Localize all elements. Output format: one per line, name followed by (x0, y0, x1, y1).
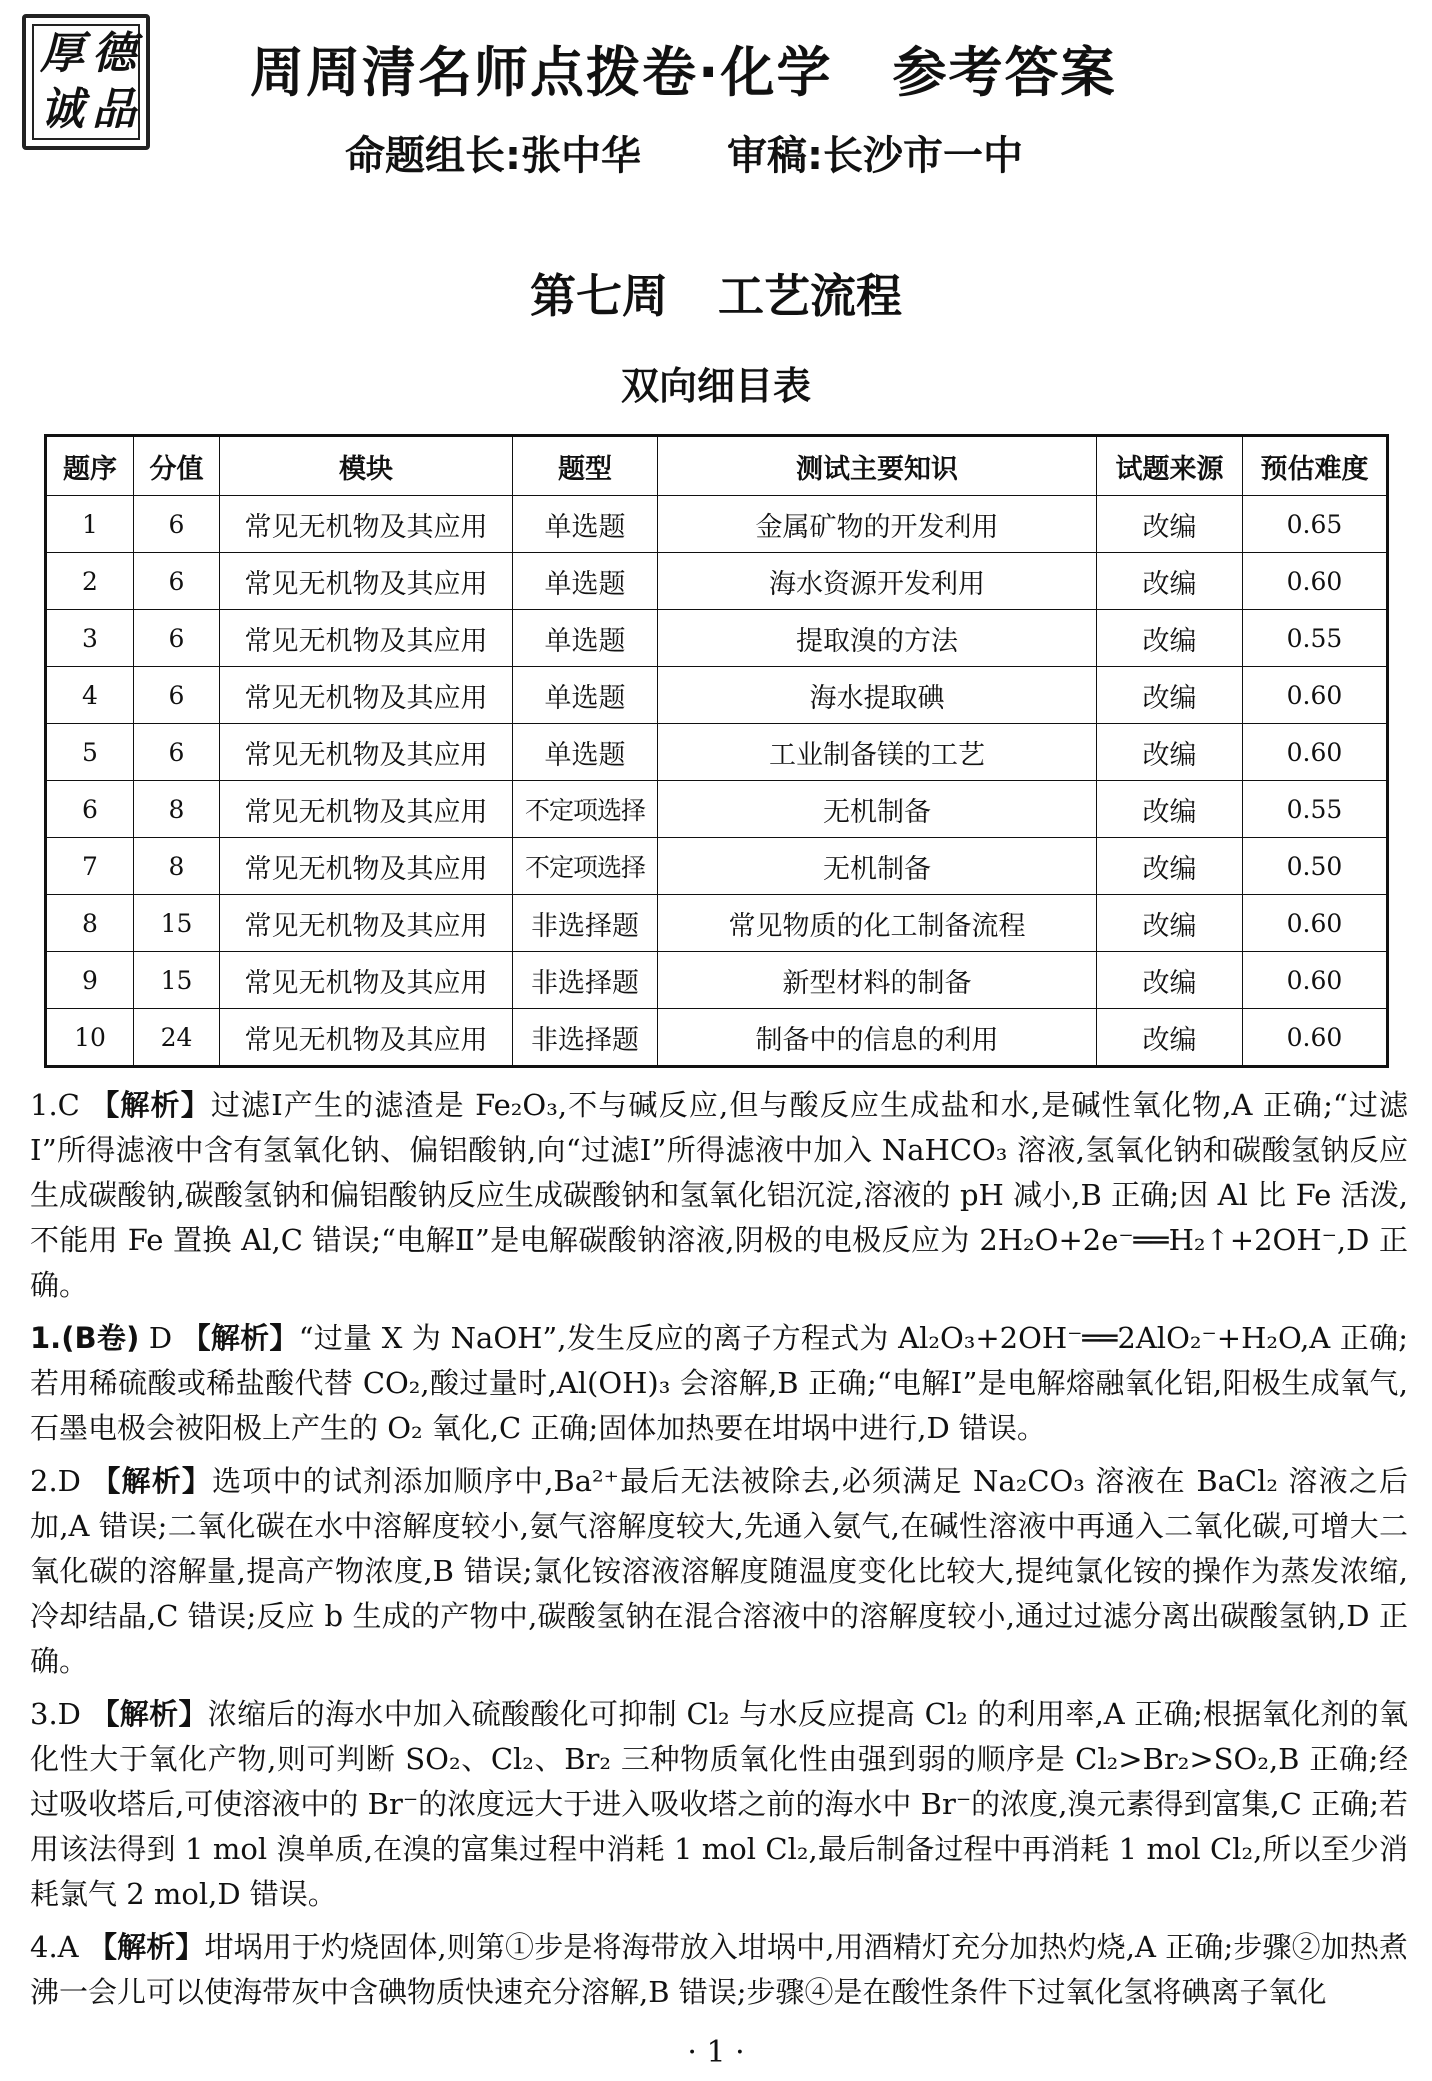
answer-item (30, 1316, 1408, 1451)
table-row (46, 781, 1388, 838)
table-cell: 0.60 (1243, 895, 1388, 952)
table-cell: 常见无机物及其应用 (220, 1009, 513, 1067)
logo-seal (22, 14, 150, 150)
table-cell: 常见无机物及其应用 (220, 553, 513, 610)
table-cell: 8 (134, 781, 220, 838)
table-row (46, 838, 1388, 895)
page-title (250, 30, 1117, 107)
answer-item (30, 1083, 1408, 1308)
table-cell: 常见无机物及其应用 (220, 895, 513, 952)
table-row (46, 553, 1388, 610)
table-cell: 15 (134, 895, 220, 952)
table-header-row (46, 436, 1388, 496)
table-row (46, 610, 1388, 667)
table-cell: 2 (46, 553, 134, 610)
table-cell: 常见物质的化工制备流程 (658, 895, 1097, 952)
table-row (46, 1009, 1388, 1067)
table-cell: 常见无机物及其应用 (220, 724, 513, 781)
table-cell: 单选题 (513, 667, 658, 724)
table-cell: 改编 (1097, 952, 1243, 1009)
table-cell: 单选题 (513, 724, 658, 781)
table-cell: 改编 (1097, 667, 1243, 724)
column-header: 题序 (46, 436, 134, 496)
table-cell: 4 (46, 667, 134, 724)
week-topic: 工艺流程 (718, 269, 902, 323)
table-cell: 改编 (1097, 895, 1243, 952)
table-cell: 常见无机物及其应用 (220, 781, 513, 838)
answer-explanations (30, 1083, 1408, 2023)
seal-char: 厚 (40, 28, 84, 79)
table-row (46, 895, 1388, 952)
table-cell: 6 (134, 610, 220, 667)
table-cell: 0.65 (1243, 496, 1388, 553)
leader-text: 命题组长:张中华 (345, 133, 641, 179)
table-cell: 24 (134, 1009, 220, 1067)
answer-text: 坩埚用于灼烧固体,则第①步是将海带放入坩埚中,用酒精灯充分加热灼烧,A 正确;步骤②加热煮沸一会儿可以使海带灰中含碘物质快速充分溶解,B 错误;步骤④是在酸性条件下过氧化氢将碘离子氧化 (30, 1930, 1408, 2009)
table-cell: 6 (134, 724, 220, 781)
table-cell: 常见无机物及其应用 (220, 838, 513, 895)
answer-item (30, 1925, 1408, 2015)
table-cell: 单选题 (513, 553, 658, 610)
table-cell: 无机制备 (658, 838, 1097, 895)
table-cell: 海水提取碘 (658, 667, 1097, 724)
table-cell: 10 (46, 1009, 134, 1067)
table-cell: 新型材料的制备 (658, 952, 1097, 1009)
table-cell: 改编 (1097, 1009, 1243, 1067)
column-header: 分值 (134, 436, 220, 496)
table-cell: 7 (46, 838, 134, 895)
table-title: 双向细目表 (620, 364, 811, 408)
table-cell: 8 (134, 838, 220, 895)
column-header: 题型 (513, 436, 658, 496)
table-cell: 0.55 (1243, 781, 1388, 838)
answer-item (30, 1459, 1408, 1684)
paper-title: 周周清名师点拨卷·化学 (250, 41, 833, 104)
table-cell: 工业制备镁的工艺 (658, 724, 1097, 781)
column-header: 试题来源 (1097, 436, 1243, 496)
table-cell: 0.50 (1243, 838, 1388, 895)
table-cell: 海水资源开发利用 (658, 553, 1097, 610)
answer-number: 2.D (30, 1464, 81, 1498)
table-cell: 单选题 (513, 496, 658, 553)
table-cell: 无机制备 (658, 781, 1097, 838)
table-cell: 6 (134, 553, 220, 610)
table-row (46, 667, 1388, 724)
answer-label: 参考答案 (892, 41, 1117, 104)
week-heading (0, 260, 1432, 326)
seal-char: 诚 (40, 84, 84, 135)
column-header: 测试主要知识 (658, 436, 1097, 496)
analysis-tag: 【解析】 (181, 1321, 299, 1355)
answer-text: 浓缩后的海水中加入硫酸酸化可抑制 Cl₂ 与水反应提高 Cl₂ 的利用率,A 正确;根据氧化剂的氧化性大于氧化产物,则可判断 SO₂、Cl₂、Br₂ 三种物质氧化性由强到弱的顺序是 Cl₂>Br₂>SO₂,B 正确;经过吸收塔后,可使溶液中的 Br⁻的浓度远大于进入吸收塔之前的海水中 Br⁻的浓度,溴元素得到富集,C 正确;若用该法得到 1 mol 溴单质,在溴的富集过程中消耗 1 mol Cl₂,最后制备过程中再消耗 1 mol Cl₂,所以至少消耗氯气 2 mol,D 错误。 (30, 1697, 1408, 1911)
table-cell: 15 (134, 952, 220, 1009)
table-cell: 0.60 (1243, 553, 1388, 610)
table-row (46, 952, 1388, 1009)
analysis-tag: 【解析】 (91, 1464, 213, 1498)
table-cell: 1 (46, 496, 134, 553)
table-cell: 6 (134, 496, 220, 553)
analysis-tag: 【解析】 (87, 1930, 205, 1964)
table-cell: 0.60 (1243, 1009, 1388, 1067)
table-cell: 3 (46, 610, 134, 667)
table-row (46, 724, 1388, 781)
table-cell: 改编 (1097, 496, 1243, 553)
analysis-tag: 【解析】 (90, 1088, 211, 1122)
page-number: · 1 · (687, 2035, 745, 2070)
table-cell: 制备中的信息的利用 (658, 1009, 1097, 1067)
table-cell: 改编 (1097, 553, 1243, 610)
table-cell: 6 (46, 781, 134, 838)
table-cell: 8 (46, 895, 134, 952)
table-cell: 非选择题 (513, 1009, 658, 1067)
answer-number: 1.C (30, 1088, 80, 1122)
table-cell: 0.60 (1243, 667, 1388, 724)
table-cell: 改编 (1097, 781, 1243, 838)
table-cell: 非选择题 (513, 895, 658, 952)
credits-line (345, 124, 1023, 181)
table-cell: 5 (46, 724, 134, 781)
answer-number: 3.D (30, 1697, 81, 1731)
answer-item (30, 1692, 1408, 1917)
table-cell: 改编 (1097, 838, 1243, 895)
table-cell: 改编 (1097, 610, 1243, 667)
table-cell: 6 (134, 667, 220, 724)
spec-table (44, 434, 1389, 1068)
table-cell: 不定项选择 (513, 781, 658, 838)
table-cell: 非选择题 (513, 952, 658, 1009)
table-cell: 9 (46, 952, 134, 1009)
table-cell: 提取溴的方法 (658, 610, 1097, 667)
column-header: 预估难度 (1243, 436, 1388, 496)
seal-char: 品 (92, 84, 136, 135)
answer-number: 1.(B卷) (30, 1321, 140, 1355)
reviewer-text: 审稿:长沙市一中 (727, 133, 1023, 179)
table-cell: 常见无机物及其应用 (220, 610, 513, 667)
seal-char: 德 (92, 28, 136, 79)
table-cell: 0.60 (1243, 952, 1388, 1009)
table-cell: 单选题 (513, 610, 658, 667)
table-cell: 常见无机物及其应用 (220, 667, 513, 724)
table-cell: 不定项选择 (513, 838, 658, 895)
answer-number: 4.A (30, 1930, 79, 1964)
table-cell: 0.55 (1243, 610, 1388, 667)
answer-text: 过滤Ⅰ产生的滤渣是 Fe₂O₃,不与碱反应,但与酸反应生成盐和水,是碱性氧化物,A 正确;“过滤Ⅰ”所得滤液中含有氢氧化钠、偏铝酸钠,向“过滤Ⅰ”所得滤液中加入 NaHCO₃ 溶液,氢氧化钠和碳酸氢钠反应生成碳酸钠,碳酸氢钠和偏铝酸钠反应生成碳酸钠和氢氧化铝沉淀,溶液的 pH 减小,B 正确;因 Al 比 Fe 活泼,不能用 Fe 置换 Al,C 错误;“电解Ⅱ”是电解碳酸钠溶液,阴极的电极反应为 2H₂O+2e⁻══H₂↑+2OH⁻,D 正确。 (30, 1088, 1408, 1302)
table-cell: 0.60 (1243, 724, 1388, 781)
table-cell: 金属矿物的开发利用 (658, 496, 1097, 553)
answer-choice: D (148, 1321, 173, 1355)
table-cell: 常见无机物及其应用 (220, 496, 513, 553)
analysis-tag: 【解析】 (90, 1697, 208, 1731)
answer-text: 选项中的试剂添加顺序中,Ba²⁺最后无法被除去,必须满足 Na₂CO₃ 溶液在 BaCl₂ 溶液之后加,A 错误;二氧化碳在水中溶解度较小,氨气溶解度较大,先通入氨气,在碱性溶液中再通入二氧化碳,可增大二氧化碳的溶解量,提高产物浓度,B 错误;氯化铵溶液溶解度随温度变化比较大,提纯氯化铵的操作为蒸发浓缩,冷却结晶,C 错误;反应 b 生成的产物中,碳酸氢钠在混合溶液中的溶解度较小,通过过滤分离出碳酸氢钠,D 正确。 (30, 1464, 1408, 1678)
column-header: 模块 (220, 436, 513, 496)
answer-text: “过量 X 为 NaOH”,发生反应的离子方程式为 Al₂O₃+2OH⁻══2AlO₂⁻+H₂O,A 正确;若用稀硫酸或稀盐酸代替 CO₂,酸过量时,Al(OH)₃ 会溶解,B 正确;“电解Ⅰ”是电解熔融氧化铝,阳极生成氧气,石墨电极会被阳极上产生的 O₂ 氧化,C 正确;固体加热要在坩埚中进行,D 错误。 (30, 1321, 1409, 1445)
table-row (46, 496, 1388, 553)
table-cell: 常见无机物及其应用 (220, 952, 513, 1009)
week-number: 第七周 (530, 269, 668, 323)
table-cell: 改编 (1097, 724, 1243, 781)
